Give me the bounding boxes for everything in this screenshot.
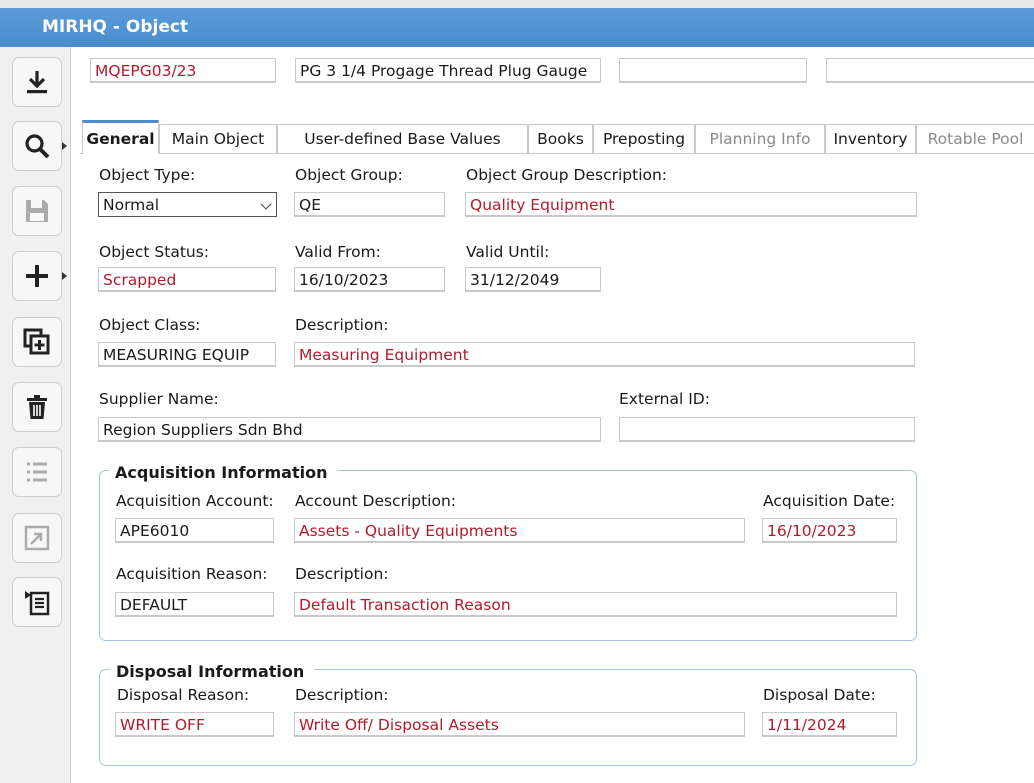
- search-button[interactable]: [12, 121, 62, 171]
- list-icon: [22, 457, 52, 487]
- account-description-label: Account Description:: [295, 492, 457, 510]
- object-status-field[interactable]: Scrapped: [98, 267, 276, 292]
- disposal-description-field[interactable]: Write Off/ Disposal Assets: [294, 712, 745, 737]
- download-button[interactable]: [12, 57, 62, 107]
- duplicate-button[interactable]: [12, 317, 62, 367]
- download-icon: [22, 67, 52, 97]
- top-strip: [0, 0, 1034, 8]
- disposal-date-label: Disposal Date:: [763, 686, 876, 704]
- trash-icon: [22, 392, 52, 422]
- supplier-name-field[interactable]: Region Suppliers Sdn Bhd: [98, 417, 601, 442]
- disposal-reason-field[interactable]: WRITE OFF: [115, 712, 274, 737]
- object-description-field[interactable]: PG 3 1/4 Progage Thread Plug Gauge: [295, 58, 601, 83]
- window-title: MIRHQ - Object: [42, 17, 189, 37]
- class-description-field[interactable]: Measuring Equipment: [294, 342, 915, 367]
- tab-inventory[interactable]: Inventory: [825, 124, 916, 153]
- reason-description-label: Description:: [295, 565, 389, 583]
- object-type-value: Normal: [103, 196, 160, 214]
- valid-from-field[interactable]: 16/10/2023: [294, 267, 445, 292]
- list-button[interactable]: [12, 447, 62, 497]
- tab-planning-info[interactable]: Planning Info: [695, 124, 825, 153]
- supplier-name-label: Supplier Name:: [99, 390, 219, 408]
- header-field-4[interactable]: [826, 58, 1034, 83]
- object-group-label: Object Group:: [295, 166, 403, 184]
- object-group-description-field[interactable]: Quality Equipment: [465, 192, 917, 217]
- save-button[interactable]: [12, 186, 62, 236]
- object-type-label: Object Type:: [99, 166, 196, 184]
- external-id-field[interactable]: [619, 417, 915, 442]
- object-class-field[interactable]: MEASURING EQUIP: [98, 342, 276, 367]
- valid-until-label: Valid Until:: [466, 243, 550, 261]
- tab-user-defined-base-values[interactable]: User-defined Base Values: [277, 124, 528, 153]
- tab-books[interactable]: Books: [528, 124, 593, 153]
- acquisition-reason-field[interactable]: DEFAULT: [115, 592, 274, 617]
- acquisition-reason-label: Acquisition Reason:: [116, 565, 268, 583]
- tab-rotable-pool[interactable]: Rotable Pool: [916, 124, 1034, 153]
- valid-until-field[interactable]: 31/12/2049: [465, 267, 601, 292]
- reason-description-field[interactable]: Default Transaction Reason: [294, 592, 897, 617]
- class-description-label: Description:: [295, 316, 389, 334]
- acquisition-date-label: Acquisition Date:: [763, 492, 896, 510]
- acquisition-date-field[interactable]: 16/10/2023: [762, 518, 897, 543]
- document-list-button[interactable]: [12, 577, 62, 627]
- object-id-field[interactable]: MQEPG03/23: [90, 58, 276, 83]
- disposal-reason-label: Disposal Reason:: [117, 686, 250, 704]
- add-menu-caret-icon: [62, 272, 67, 280]
- search-menu-caret-icon: [62, 142, 67, 150]
- acquisition-information-title: Acquisition Information: [109, 463, 337, 482]
- object-status-label: Object Status:: [99, 243, 210, 261]
- add-button[interactable]: [12, 251, 62, 301]
- tab-general[interactable]: General: [82, 120, 159, 154]
- chevron-down-icon: [260, 198, 271, 209]
- delete-button[interactable]: [12, 382, 62, 432]
- disposal-description-label: Description:: [295, 686, 389, 704]
- disposal-date-field[interactable]: 1/11/2024: [762, 712, 897, 737]
- tab-main-object[interactable]: Main Object: [159, 124, 277, 153]
- header-field-3[interactable]: [619, 58, 807, 83]
- valid-from-label: Valid From:: [295, 243, 381, 261]
- acquisition-account-label: Acquisition Account:: [116, 492, 274, 510]
- acquisition-account-field[interactable]: APE6010: [115, 518, 274, 543]
- document-list-icon: [22, 587, 52, 617]
- save-icon: [22, 196, 52, 226]
- external-id-label: External ID:: [619, 390, 710, 408]
- object-type-select[interactable]: [98, 192, 277, 217]
- tab-preposting[interactable]: Preposting: [593, 124, 695, 153]
- object-group-description-label: Object Group Description:: [466, 166, 668, 184]
- duplicate-icon: [22, 327, 52, 357]
- account-description-field[interactable]: Assets - Quality Equipments: [294, 518, 745, 543]
- add-icon: [22, 261, 52, 291]
- object-group-field[interactable]: QE: [294, 192, 445, 217]
- expand-icon: [22, 523, 52, 553]
- disposal-information-title: Disposal Information: [110, 662, 314, 681]
- expand-button[interactable]: [12, 513, 62, 563]
- object-class-label: Object Class:: [99, 316, 201, 334]
- search-icon: [22, 131, 52, 161]
- left-toolbar: [0, 47, 71, 783]
